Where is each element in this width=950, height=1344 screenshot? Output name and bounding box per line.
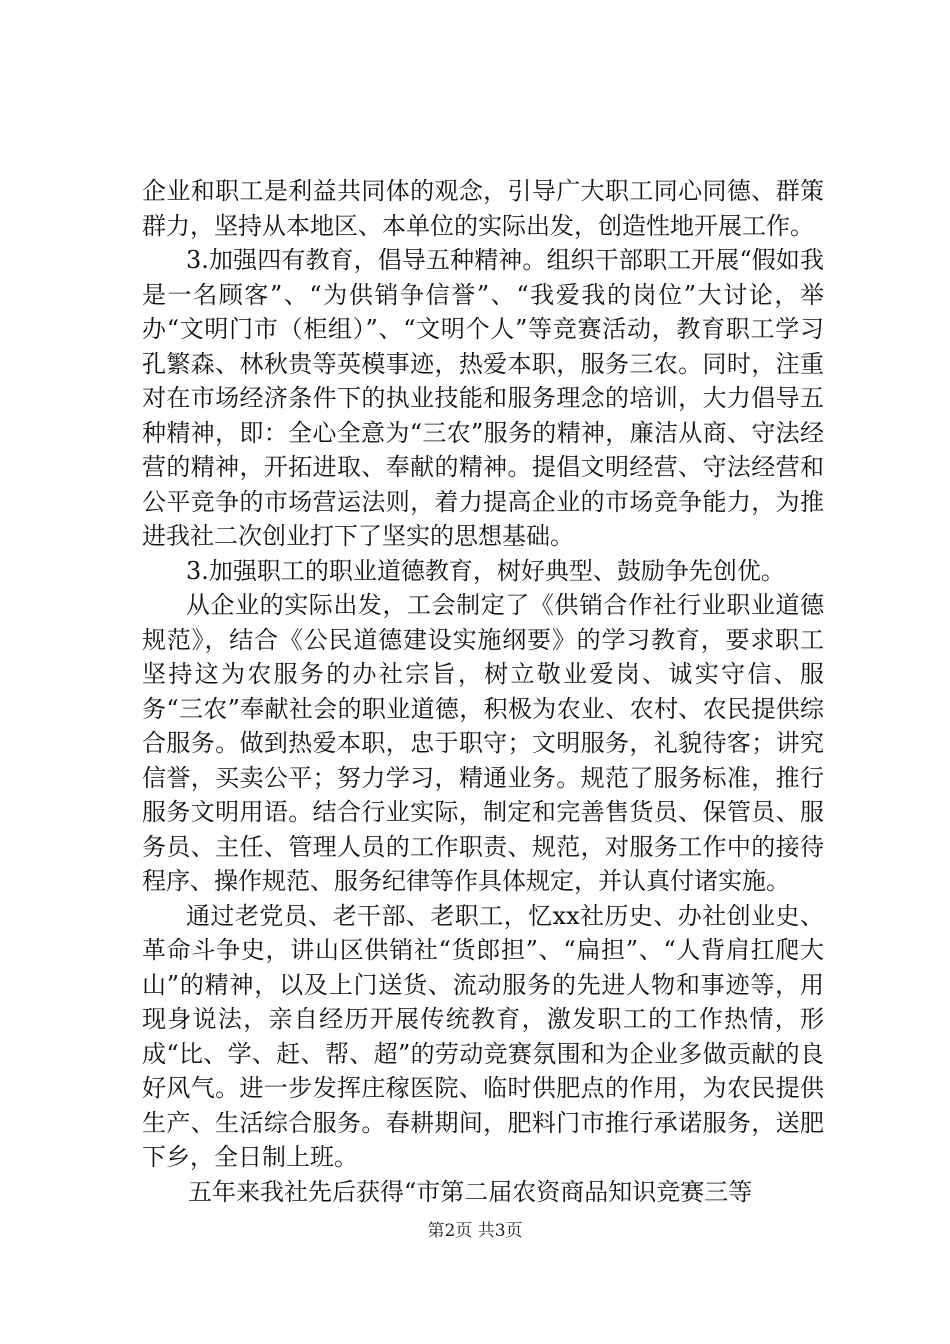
- paragraph-ethics-norms: 从企业的实际出发，工会制定了《供销合作社行业职业道德规范》，结合《公民道德建设实施纲要》的学习教育，要求职工坚持这为农服务的办社宗旨，树立敬业爱岗、诚实守信、服务“三农”奉献社会的职业道德，积极为农业、农村、农民提供综合服务。做到热爱本职，忠于职守；文明服务，礼貌待客；讲究信誉，买卖公平；努力学习，精通业务。规范了服务标准，推行服务文明用语。结合行业实际，制定和完善售货员、保管员、服务员、主任、管理人员的工作职责、规范，对服务工作中的接待程序、操作规范、服务纪律等作具体规定，并认真付诸实施。: [142, 591, 824, 895]
- body-text: [142, 174, 824, 1209]
- page-number-footer: 第2页 共3页: [427, 1221, 523, 1241]
- paragraph-continuation: 企业和职工是利益共同体的观念，引导广大职工同心同德、群策群力，坚持从本地区、本单位的实际出发，创造性地开展工作。: [142, 177, 824, 240]
- paragraph-awards: 五年来我社先后获得“市第二届农资商品知识竞赛三等: [188, 1177, 753, 1206]
- paragraph-four-education: 3.加强四有教育，倡导五种精神。组织干部职工开展“假如我是一名顾客”、“为供销争信誉”、“我爱我的岗位”大讨论，举办“文明门市（柜组）”、“文明个人”等竞赛活动，教育职工学习孔繁森、林秋贵等英模事迹，热爱本职，服务三农。同时，注重对在市场经济条件下的执业技能和服务理念的培训，大力倡导五种精神，即：全心全意为“三农”服务的精神，廉洁从商、守法经营的精神，开拓进取、奉献的精神。提倡文明经营、守法经营和公平竞争的市场营运法则，着力提高企业的市场竞争能力，为推进我社二次创业打下了坚实的思想基础。: [142, 246, 824, 550]
- paragraph-ethics-heading: 3.加强职工的职业道德教育，树好典型、鼓励争先创优。: [186, 556, 785, 585]
- paragraph-tradition-education: 通过老党员、老干部、老职工，忆xx社历史、办社创业史、革命斗争史，讲山区供销社“货郎担”、“扁担”、“人背肩扛爬大山”的精神，以及上门送货、流动服务的先进人物和事迹等，用现身说法，亲自经历开展传统教育，激发职工的工作热情，形成“比、学、赶、帮、超”的劳动竞赛氛围和为企业多做贡献的良好风气。进一步发挥庄稼医院、临时供肥点的作用，为农民提供生产、生活综合服务。春耕期间，肥料门市推行承诺服务，送肥下乡，全日制上班。: [142, 901, 824, 1171]
